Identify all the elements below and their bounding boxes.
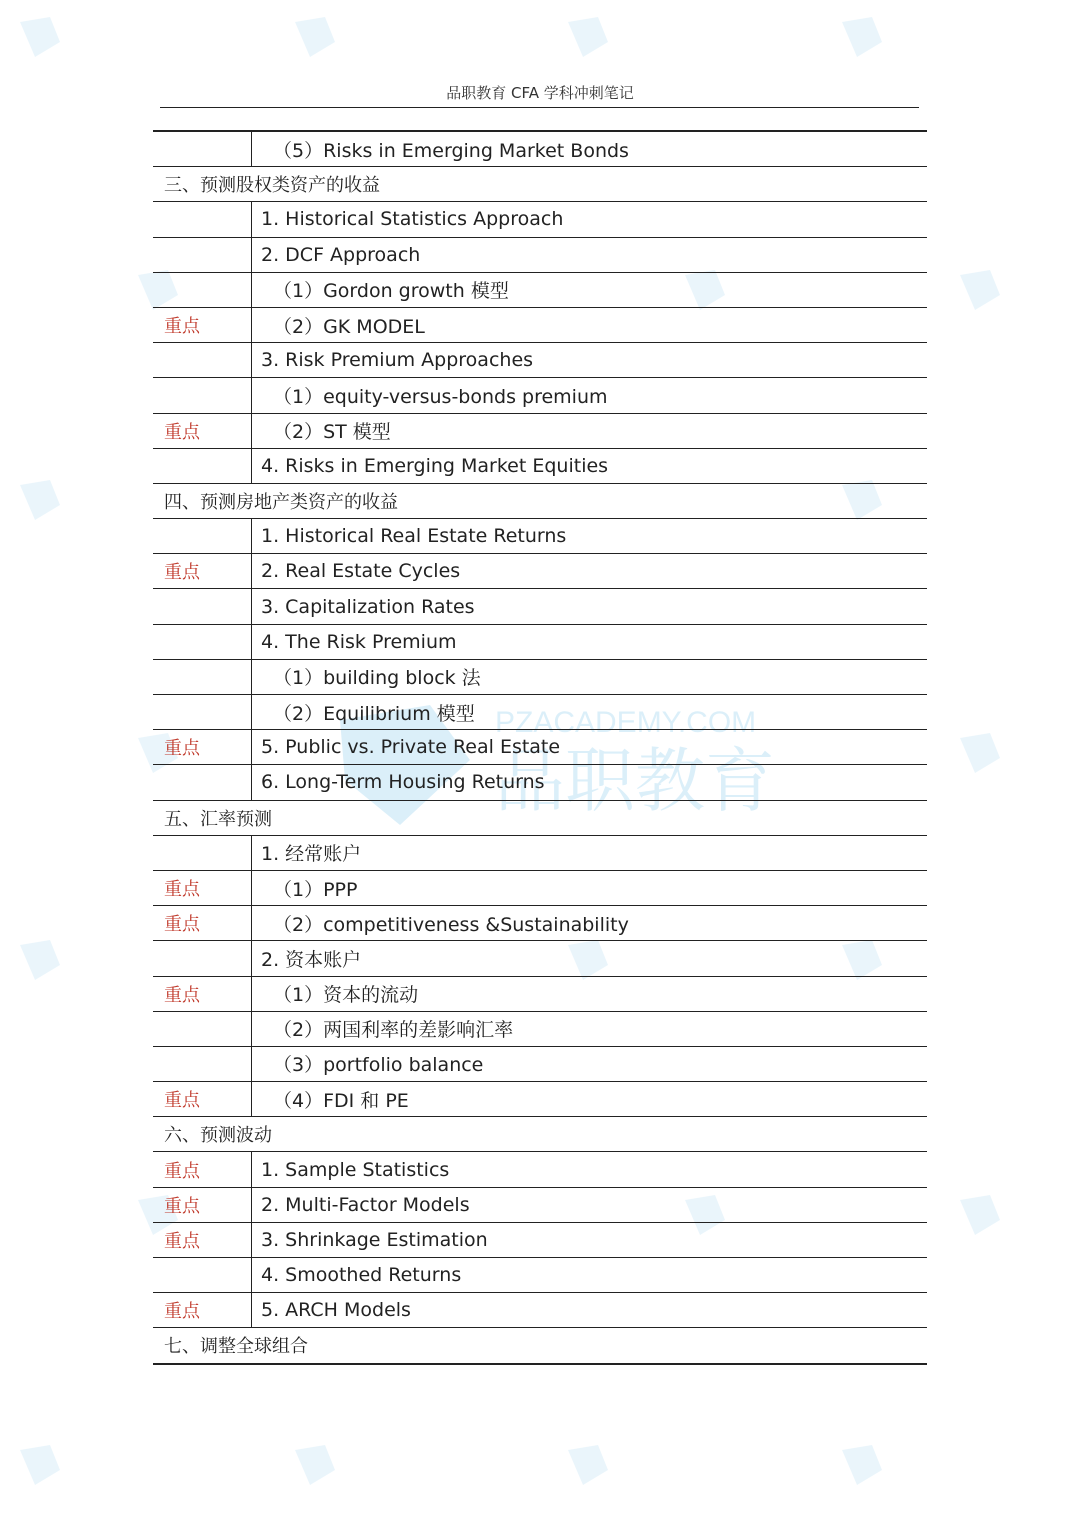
outline-row (153, 1293, 927, 1328)
outline-row (153, 343, 927, 378)
outline-row (153, 202, 927, 237)
topic-text: 1. Historical Real Estate Returns (261, 525, 567, 548)
outline-row (153, 449, 927, 484)
brand-watermark-en: PZACADEMY.COM (495, 706, 757, 739)
outline-row (153, 308, 927, 343)
topic-text: （3）portfolio balance (273, 1054, 484, 1077)
watermark-logo-icon (10, 475, 70, 525)
key-point-mark (153, 519, 252, 553)
section-heading: 五、汇率预测 (164, 808, 272, 830)
topic-text: （2）两国利率的差影响汇率 (273, 1019, 514, 1042)
outline-row (153, 1258, 927, 1293)
watermark-logo-icon (285, 1440, 345, 1490)
key-point-mark (153, 238, 252, 272)
page-header-title: 品职教育 CFA 学科冲刺笔记 (446, 84, 634, 102)
outline-row (153, 695, 927, 730)
outline-row (153, 1152, 927, 1187)
topic-text: 3. Shrinkage Estimation (261, 1228, 488, 1251)
key-point-mark: 重点 (153, 977, 252, 1011)
key-point-mark (153, 378, 252, 412)
key-point-mark (153, 836, 252, 870)
key-point-mark (153, 1047, 252, 1081)
section-heading: 四、预测房地产类资产的收益 (164, 491, 398, 513)
key-point-mark: 重点 (153, 554, 252, 588)
outline-row (153, 836, 927, 871)
outline-row (153, 132, 927, 167)
watermark-logo-icon (10, 935, 70, 985)
topic-text: （2）ST 模型 (273, 421, 391, 444)
section-row (153, 484, 927, 519)
topic-text: 4. Smoothed Returns (261, 1264, 462, 1287)
outline-row (153, 238, 927, 273)
watermark-logo-icon (558, 1440, 618, 1490)
outline-row (153, 730, 927, 765)
outline-row (153, 1012, 927, 1047)
brand-watermark-cn: 品职教育 (495, 740, 775, 822)
key-point-mark (153, 765, 252, 799)
topic-text: （1）PPP (273, 878, 358, 901)
section-heading: 三、预测股权类资产的收益 (164, 175, 380, 197)
key-point-mark: 重点 (153, 1152, 252, 1186)
key-point-mark: 重点 (153, 906, 252, 940)
outline-table (153, 130, 927, 1365)
key-point-mark (153, 589, 252, 623)
key-point-mark (153, 625, 252, 659)
watermark-logo-icon (10, 12, 70, 62)
watermark-logo-icon (950, 728, 1010, 778)
key-point-mark (153, 695, 252, 729)
key-point-mark: 重点 (153, 1293, 252, 1327)
outline-row (153, 1188, 927, 1223)
watermark-logo-icon (285, 12, 345, 62)
key-point-mark (153, 941, 252, 975)
outline-row (153, 906, 927, 941)
outline-row (153, 977, 927, 1012)
outline-row (153, 554, 927, 589)
section-heading: 七、调整全球组合 (164, 1336, 308, 1358)
section-heading: 六、预测波动 (164, 1125, 272, 1147)
outline-row (153, 871, 927, 906)
outline-row (153, 589, 927, 624)
key-point-mark: 重点 (153, 308, 252, 342)
key-point-mark (153, 132, 252, 166)
outline-row (153, 1047, 927, 1082)
key-point-mark (153, 449, 252, 483)
topic-text: 1. 经常账户 (261, 843, 362, 866)
outline-row (153, 414, 927, 449)
outline-row (153, 1223, 927, 1258)
watermark-logo-icon (10, 1440, 70, 1490)
outline-row (153, 519, 927, 554)
key-point-mark: 重点 (153, 1082, 252, 1116)
watermark-logo-icon (558, 12, 618, 62)
watermark-logo-icon (950, 265, 1010, 315)
topic-text: 2. Multi-Factor Models (261, 1193, 470, 1216)
watermark-logo-icon (832, 12, 892, 62)
topic-text: 2. DCF Approach (261, 243, 421, 266)
topic-text: 3. Capitalization Rates (261, 595, 475, 618)
topic-text: 1. Historical Statistics Approach (261, 208, 564, 231)
key-point-mark: 重点 (153, 414, 252, 448)
topic-text: （4）FDI 和 PE (273, 1089, 409, 1112)
section-row (153, 801, 927, 836)
topic-text: 2. 资本账户 (261, 948, 362, 971)
key-point-mark: 重点 (153, 1223, 252, 1257)
watermark-logo-icon (950, 1190, 1010, 1240)
topic-text: 4. Risks in Emerging Market Equities (261, 454, 609, 477)
outline-row (153, 625, 927, 660)
key-point-mark (153, 273, 252, 307)
topic-text: （1）资本的流动 (273, 984, 419, 1007)
outline-row (153, 378, 927, 413)
topic-text: 3. Risk Premium Approaches (261, 349, 534, 372)
section-row (153, 1117, 927, 1152)
topic-text: 1. Sample Statistics (261, 1158, 450, 1181)
outline-row (153, 660, 927, 695)
topic-text: 5. Public vs. Private Real Estate (261, 736, 561, 759)
section-row (153, 1328, 927, 1364)
topic-text: 6. Long-Term Housing Returns (261, 771, 545, 794)
topic-text: （5）Risks in Emerging Market Bonds (273, 139, 629, 162)
key-point-mark (153, 202, 252, 236)
key-point-mark (153, 660, 252, 694)
outline-row (153, 273, 927, 308)
topic-text: 5. ARCH Models (261, 1299, 411, 1322)
topic-text: 2. Real Estate Cycles (261, 560, 461, 583)
key-point-mark: 重点 (153, 730, 252, 764)
topic-text: （1）building block 法 (273, 667, 481, 690)
topic-text: （2）GK MODEL (273, 315, 425, 338)
outline-row (153, 1082, 927, 1117)
section-row (153, 167, 927, 202)
key-point-mark (153, 1258, 252, 1292)
outline-row (153, 941, 927, 976)
topic-text: （1）equity-versus-bonds premium (273, 385, 608, 408)
topic-text: （2）Equilibrium 模型 (273, 702, 475, 725)
header-rule (160, 107, 919, 108)
key-point-mark (153, 343, 252, 377)
topic-text: （2）competitiveness &Sustainability (273, 913, 629, 936)
watermark-logo-icon (832, 1440, 892, 1490)
topic-text: 4. The Risk Premium (261, 630, 457, 653)
key-point-mark: 重点 (153, 871, 252, 905)
key-point-mark: 重点 (153, 1188, 252, 1222)
key-point-mark (153, 1012, 252, 1046)
outline-row (153, 765, 927, 800)
topic-text: （1）Gordon growth 模型 (273, 280, 509, 303)
